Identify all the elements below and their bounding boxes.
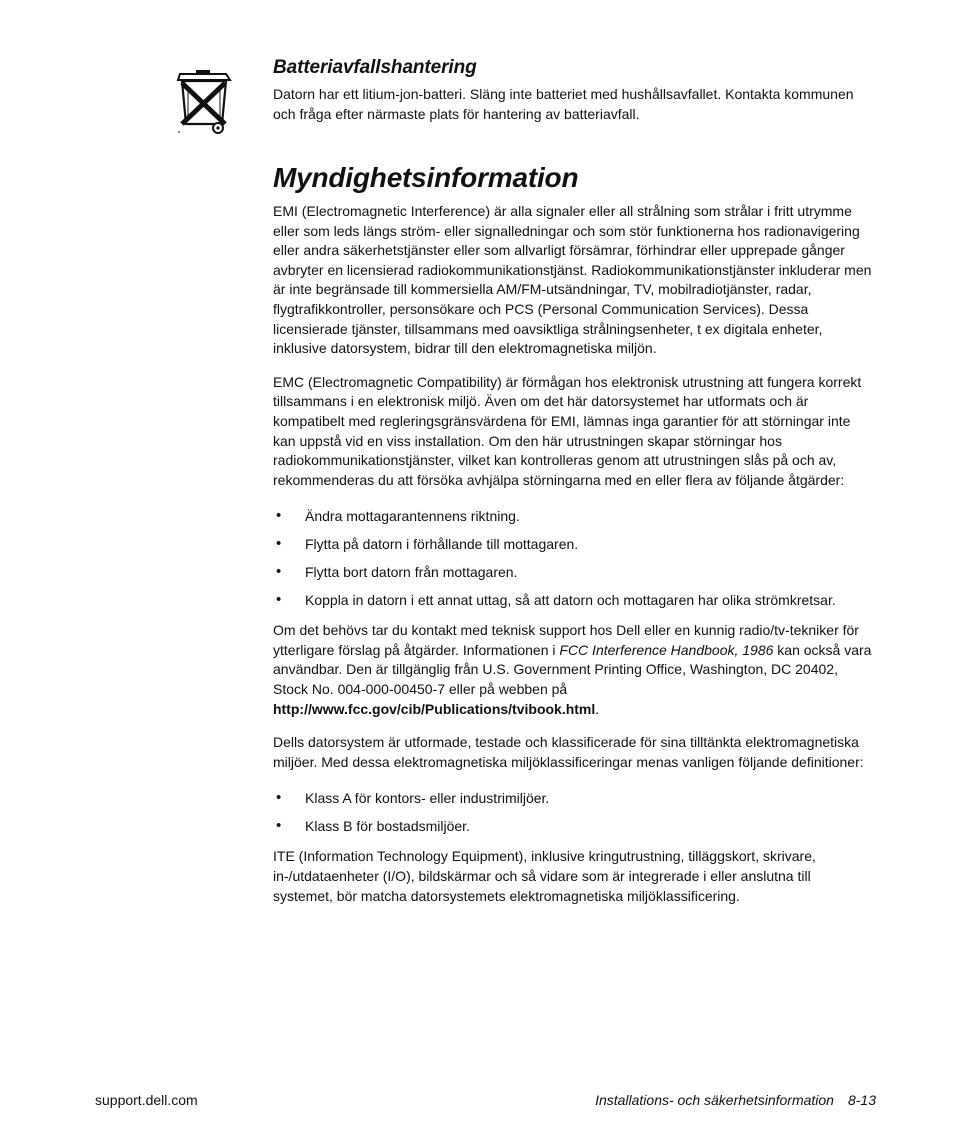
list-item: • Klass B för bostadsmiljöer. (276, 817, 470, 835)
page-content (273, 56, 873, 904)
list-item: • Flytta på datorn i förhållande till mottagaren. (276, 535, 579, 553)
regulatory-heading: Myndighetsinformation (273, 162, 579, 193)
fcc-handbook-title: FCC Interference Handbook, 1986 (559, 641, 774, 658)
fcc-url-link[interactable]: http://www.fcc.gov/cib/Publications/tvibook.html (273, 700, 596, 717)
emc-paragraph: EMC (Electromagnetic Compatibility) är förmågan hos elektronisk utrustning att fungera korrekt tillsammans i en elektronisk miljö. Även om det här datorsystemet har utformats och är kompatibelt med regleringsgränsvärdena för EMI, lämnas inga garantier för att störningar inte kan uppstå vid en viss installation. Om den här utrustningen skapar störningar hos radiokommunikationstjänster, vilket kan kontrolleras genom att utrustningen slås på och av, rekommenderas du att försöka avhjälpa störningarna med en eller flera av följande åtgärder: (273, 373, 862, 488)
page-number: 8-13 (847, 1092, 876, 1108)
battery-heading: Batteriavfallshantering (273, 57, 477, 78)
emi-paragraph: EMI (Electromagnetic Interference) är alla signaler eller all strålning som strålar i fritt utrymme eller som leds längs ström- eller signalledningar och som stör funktionerna hos radionavigering eller andra säkerhetstjänster eller som allvarligt försämrar, förhindrar eller upprepade gånger avbryter en licensierad radiokommunikationstjänst. Radiokommunikationstjänster inkluderar men är inte begränsade till kommersiella AM/FM-utsändningar, TV, mobilradiotjänster, radar, flygtrafikkontroller, personsökare och PCS (Personal Communication Services). Dessa licensierade tjänster, tillsammans med oavsiktliga strålningsenheter, t ex digitala enheter, inklusive datorsystem, bidrar till den elektromagnetiska miljön. (273, 203, 872, 357)
regulatory-body (273, 202, 873, 906)
list-item: • Ändra mottagarantennens riktning. (276, 507, 520, 525)
footer-site: support.dell.com (95, 1092, 198, 1108)
footer-section (595, 1091, 876, 1109)
list-item: • Flytta bort datorn från mottagaren. (276, 563, 518, 581)
support-paragraph: Om det behövs tar du kontakt med teknisk support hos Dell eller en kunnig radio/tv-tekniker för ytterligare förslag på åtgärder. Informationen i FCC Interference Handbook, 1986 kan också vara användbar. Den är tillgänglig från U.S. Government Printing Office, Washington, DC 20402, Stock No. 004-000-00450-7 eller på webben på http://www.fcc.gov/cib/Publications/tvibook.html. (273, 622, 872, 717)
list-item: • Klass A för kontors- eller industrimiljöer. (276, 789, 550, 807)
bullet-icon: • (276, 789, 282, 807)
battery-disposal-text: Datorn har ett litium-jon-batteri. Släng inte batteriet med hushållsavfallet. Kontakta kommunen och fråga efter närmaste plats för hantering av batteriavfall. (273, 86, 854, 122)
class-definitions-list (273, 789, 873, 837)
bullet-icon: • (276, 563, 282, 581)
bullet-icon: • (276, 817, 282, 835)
bullet-icon: • (276, 535, 282, 553)
bullet-icon: • (276, 507, 282, 525)
bullet-icon: • (276, 591, 282, 609)
list-item: • Koppla in datorn i ett annat uttag, så att datorn och mottagaren har olika strömkretsar. (276, 591, 836, 609)
footer-section-title: Installations- och säkerhetsinformation (595, 1092, 834, 1108)
classification-paragraph: Dells datorsystem är utformade, testade och klassificerade för sina tilltänkta elektromagnetiska miljöer. Med dessa elektromagnetiska miljöklassificeringar menas vanligen följande definitioner: (273, 734, 864, 770)
crossed-out-wheelie-bin-icon (176, 66, 232, 136)
interference-measures-list (273, 507, 873, 611)
ite-paragraph: ITE (Information Technology Equipment), inklusive kringutrustning, tilläggskort, skrivare, in-/utdataenheter (I/O), bildskärmar och så vidare som är integrerade i eller anslutna till systemet, bör matcha datorsystemets elektromagnetiska miljöklassificering. (273, 848, 816, 904)
